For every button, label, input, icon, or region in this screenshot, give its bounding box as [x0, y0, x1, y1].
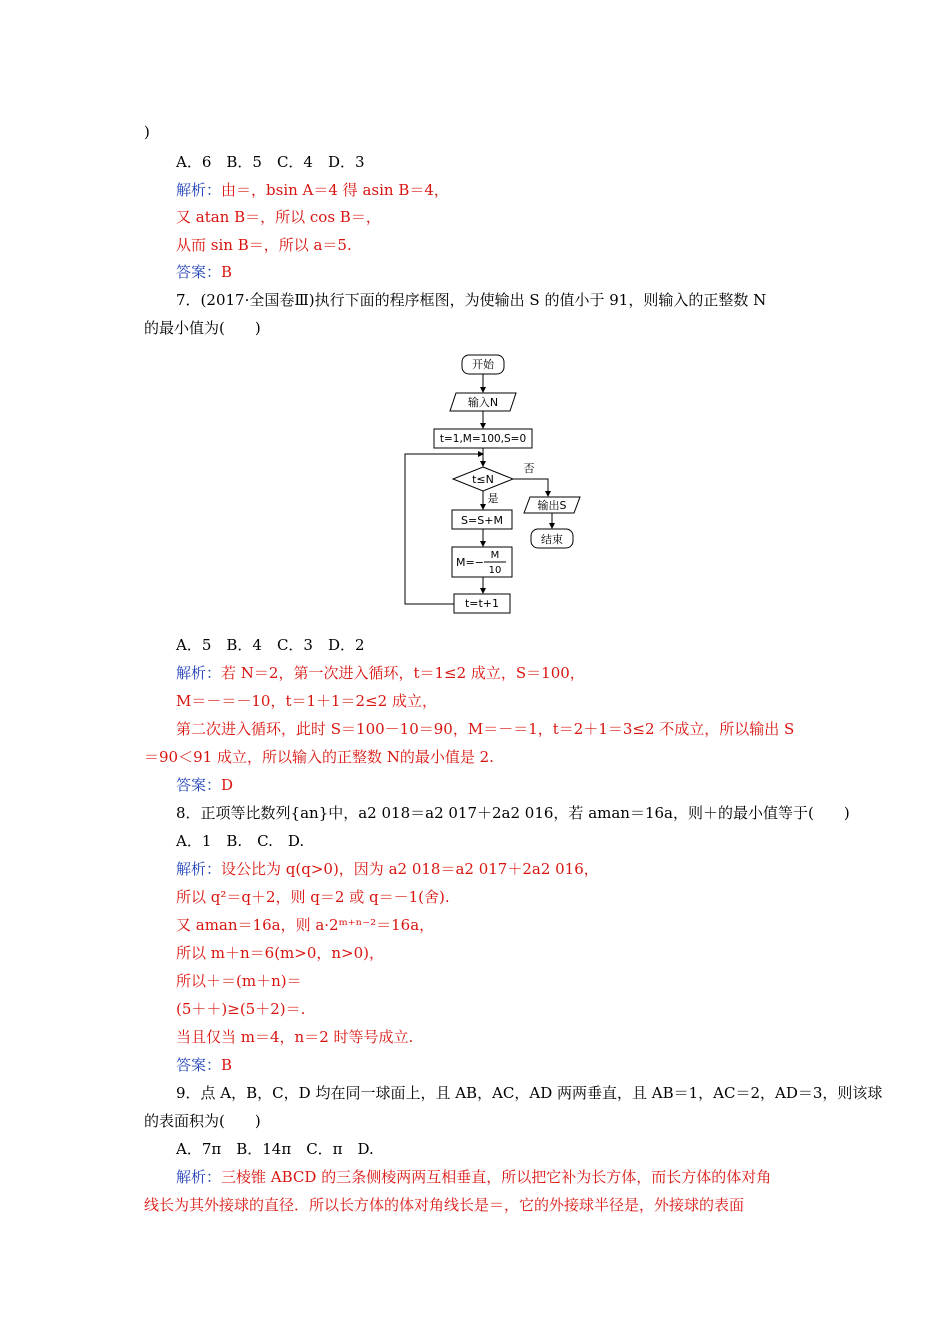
m-step-left-label: M=−	[456, 556, 484, 569]
sum-step-label: S=S+M	[461, 514, 503, 527]
q7-options: A．5 B．4 C．3 D．2	[176, 636, 365, 654]
q9-options: A．7π B．14π C．π D.	[176, 1140, 374, 1158]
condition-label: t≤N	[472, 473, 494, 486]
q7-stem-1: 7．(2017·全国卷Ⅲ)执行下面的程序框图，为使输出 S 的值小于 91，则输入的正整数 N	[176, 291, 767, 309]
q6-solution-2: 又 atan B＝，所以 cos B＝，	[176, 208, 381, 226]
q7-solution-3: 第二次进入循环，此时 S＝100－10＝90，M＝－＝1，t＝2＋1＝3≤2 不成立，所以输出 S	[176, 720, 795, 738]
no-label: 否	[523, 462, 535, 475]
q7-solution-4: ＝90＜91 成立，所以输入的正整数 N的最小值是 2.	[144, 748, 494, 766]
text-line: )	[144, 123, 150, 141]
q9-solution-2: 线长为其外接球的直径．所以长方体的体对角线长是＝，它的外接球半径是，外接球的表面	[144, 1196, 745, 1214]
q8-answer: 答案：B	[176, 1056, 233, 1074]
t-step-label: t=t+1	[464, 597, 500, 610]
q8-solution-4: 所以 m＋n＝6(m>0，n>0)，	[176, 944, 385, 962]
q9-stem-2: 的表面积为( )	[144, 1112, 261, 1130]
q6-solution-3: 从而 sin B＝，所以 a＝5.	[176, 236, 352, 254]
yes-label: 是	[487, 492, 499, 505]
q8-solution-7: 当且仅当 m＝4，n＝2 时等号成立.	[176, 1028, 414, 1046]
q8-options: A．1 B. C. D.	[176, 832, 305, 850]
q9-stem-1: 9．点 A，B，C，D 均在同一球面上，且 AB，AC，AD 两两垂直，且 AB＝1，AC＝2，AD＝3，则该球	[176, 1084, 883, 1102]
q8-solution-3: 又 aman＝16a，则 a·2ᵐ⁺ⁿ⁻²＝16a，	[176, 916, 435, 934]
end-label: 结束	[541, 533, 563, 546]
q6-options: A．6 B．5 C．4 D．3	[176, 153, 365, 171]
q7-stem-2: 的最小值为( )	[144, 319, 261, 337]
start-label: 开始	[472, 358, 494, 371]
q6-answer: 答案：B	[176, 263, 233, 281]
q7-answer: 答案：D	[176, 776, 234, 794]
q8-solution-5: 所以＋＝(m＋n)＝	[176, 972, 302, 990]
input-label: 输入N	[467, 396, 499, 409]
q9-solution-1: 解析：三棱锥 ABCD 的三条侧棱两两互相垂直，所以把它补为长方体，而长方体的体对角	[176, 1168, 772, 1186]
init-label: t=1,M=100,S=0	[439, 433, 527, 445]
m-step-numerator: M	[490, 550, 500, 561]
q8-solution-6: (5＋＋)≥(5＋2)＝.	[176, 1000, 306, 1018]
output-label: 输出S	[537, 499, 567, 512]
q8-stem: 8．正项等比数列{an}中，a2 018＝a2 017＋2a2 016，若 aman＝16a，则＋的最小值等于( )	[176, 804, 850, 822]
q7-solution-2: M＝－＝－10，t＝1＋1＝2≤2 成立，	[176, 692, 437, 710]
q8-solution-2: 所以 q²＝q＋2，则 q＝2 或 q＝－1(舍).	[176, 888, 450, 906]
program-flowchart	[400, 352, 600, 618]
m-step-denominator: 10	[488, 565, 502, 576]
q7-solution-1: 解析：若 N＝2，第一次进入循环，t＝1≤2 成立，S＝100，	[176, 664, 585, 682]
q8-solution-1: 解析：设公比为 q(q>0)，因为 a2 018＝a2 017＋2a2 016，	[176, 860, 599, 878]
q6-solution-1: 解析：由＝，bsin A＝4 得 asin B＝4，	[176, 181, 449, 199]
